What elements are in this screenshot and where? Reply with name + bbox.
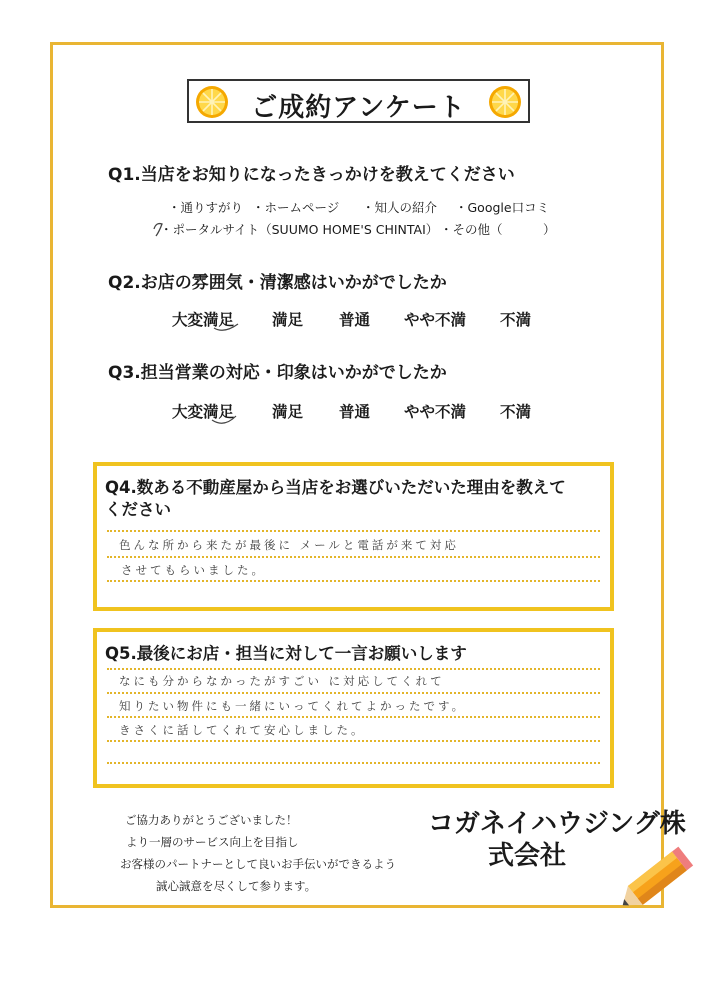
q1-option: ・ホームページ — [252, 200, 340, 215]
dotted-line — [107, 580, 600, 582]
title-box — [187, 79, 530, 123]
q3-rating: 普通 — [339, 403, 371, 421]
q4-answer-box — [93, 462, 614, 611]
thanks-text: ご協力ありがとうございました！ — [125, 813, 298, 827]
q5-handwritten-answer: 知りたい物件にも一緒にいってくれてよかったです。 — [119, 699, 467, 713]
thanks-text: 誠心誠意を尽くして参ります。 — [156, 879, 317, 893]
q4-handwritten-answer: 色んな所から来たが最後に メールと電話が来て対応 — [119, 538, 459, 552]
q3-rating: 不満 — [500, 403, 532, 421]
q2-rating: 大変満足 — [172, 311, 235, 329]
q5-handwritten-answer: きさくに話してくれて安心しました。 — [119, 723, 366, 737]
q2-question: Q2.お店の雰囲気・清潔感はいかがでしたか — [108, 273, 447, 293]
check-mark-icon — [212, 318, 242, 338]
q1-option: ・通りすがり — [168, 200, 244, 215]
dotted-line — [107, 556, 600, 558]
q1-option: ・知人の紹介 — [362, 200, 438, 215]
page-title: ご成約アンケート — [251, 93, 466, 123]
dotted-line — [107, 716, 600, 718]
q4-question: ください — [105, 500, 171, 519]
q2-rating: 不満 — [500, 311, 532, 329]
q1-question: Q1.当店をお知りになったきっかけを教えてください — [108, 165, 515, 185]
q2-rating: 満足 — [272, 311, 304, 329]
q2-rating: 普通 — [339, 311, 371, 329]
company-name: コガネイハウジング株 — [428, 809, 686, 839]
q5-question: Q5.最後にお店・担当に対して一言お願いします — [105, 644, 467, 663]
dotted-line — [107, 668, 600, 670]
q2-rating: やや不満 — [404, 311, 467, 329]
q1-option: ・Google口コミ — [455, 200, 550, 215]
thanks-text: お客様のパートナーとして良いお手伝いができるよう — [120, 857, 396, 871]
q3-question: Q3.担当営業の対応・印象はいかがでしたか — [108, 363, 447, 383]
orange-slice-icon — [488, 85, 522, 119]
q5-handwritten-answer: なにも分からなかったがすごい に対応してくれて — [119, 674, 445, 688]
dotted-line — [107, 762, 600, 764]
company-name: 式会社 — [488, 841, 567, 871]
q3-rating: 満足 — [272, 403, 304, 421]
q1-option: ・ポータルサイト（SUUMO HOME'S CHINTAI） — [160, 222, 439, 237]
dotted-line — [107, 692, 600, 694]
q5-answer-box — [93, 628, 614, 788]
check-mark-icon — [210, 412, 240, 432]
dotted-line — [107, 530, 600, 532]
dotted-line — [107, 740, 600, 742]
q3-rating: やや不満 — [404, 403, 467, 421]
q1-option: ） — [543, 222, 556, 237]
thanks-text: より一層のサービス向上を目指し — [126, 835, 299, 849]
q4-question: Q4.数ある不動産屋から当店をお選びいただいた理由を教えて — [105, 478, 566, 497]
pencil-icon — [612, 838, 704, 920]
q1-option: ・その他（ — [440, 222, 503, 237]
q3-rating: 大変満足 — [172, 403, 235, 421]
check-mark-icon — [150, 218, 170, 240]
q4-handwritten-answer: させてもらいました。 — [121, 563, 266, 577]
